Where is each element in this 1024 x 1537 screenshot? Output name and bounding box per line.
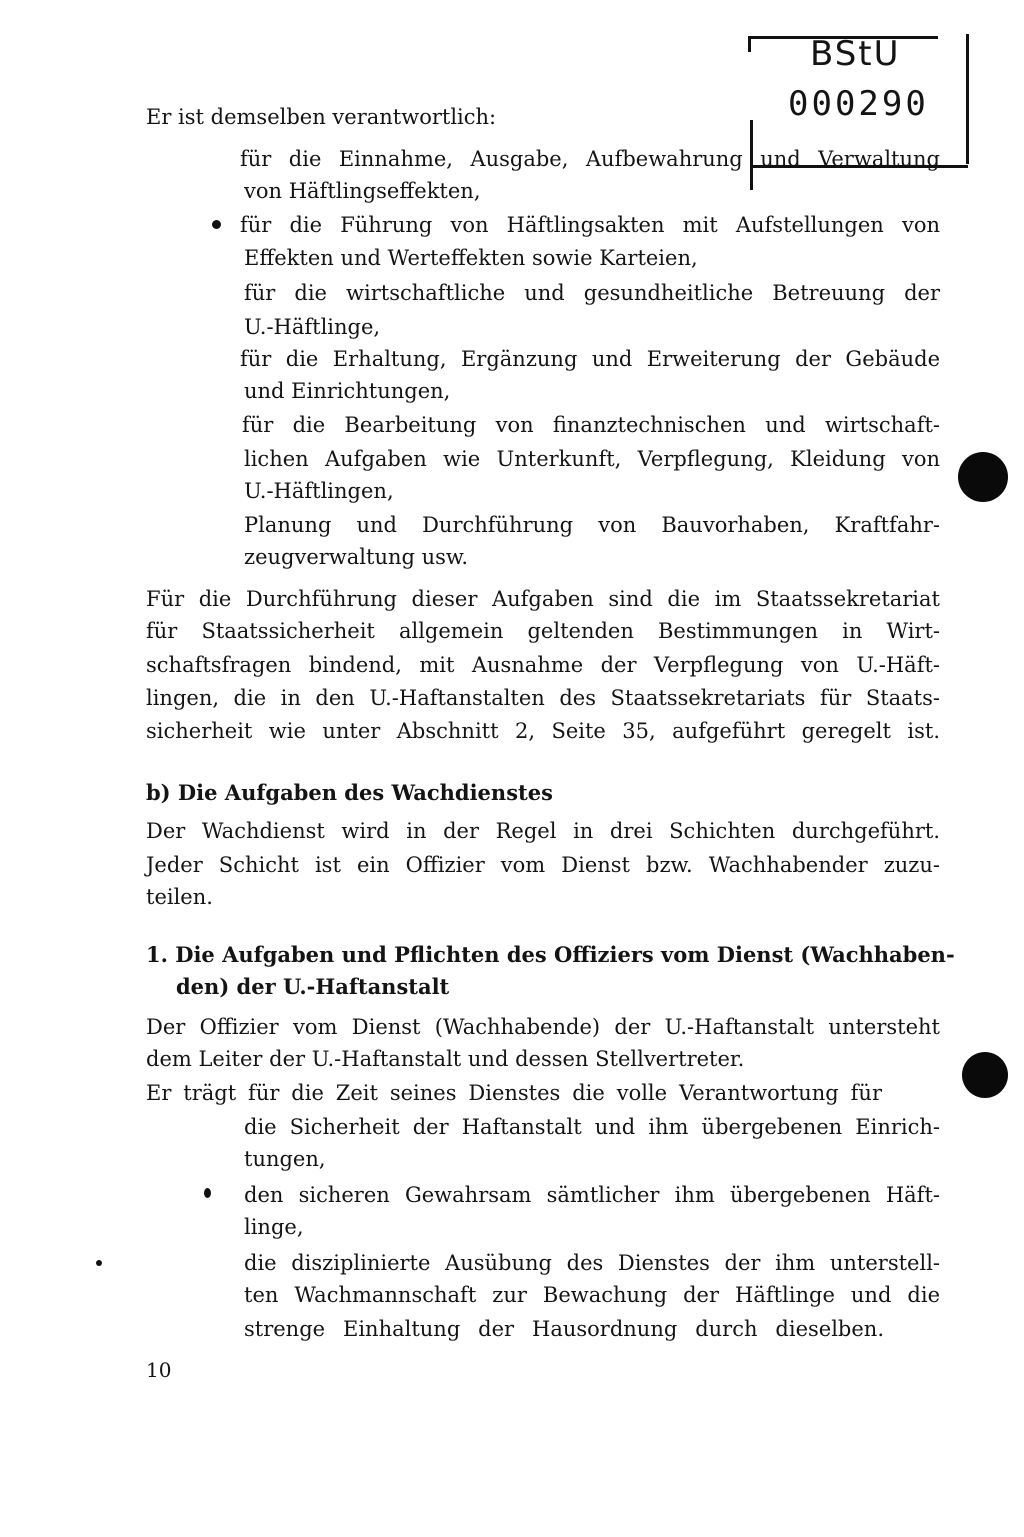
text-line: ten Wachmannschaft zur Bewachung der Häftlinge und die <box>244 1283 940 1307</box>
text-line: für Staatssicherheit allgemein geltenden Bestimmungen in Wirt- <box>146 619 940 643</box>
punch-hole-mark <box>962 1052 1008 1098</box>
text-line: von Häftlingseffekten, <box>244 179 481 203</box>
text-line: lingen, die in den U.-Haftanstalten des Staatssekretariats für Staats- <box>146 686 940 710</box>
text-line: U.-Häftlingen, <box>244 479 394 503</box>
text-line: für die Einnahme, Ausgabe, Aufbewahrung und Verwaltung <box>240 147 940 171</box>
subsection-heading-ovd: 1. Die Aufgaben und Pflichten des Offiziers vom Dienst (Wachhaben- <box>146 942 955 967</box>
text-line: strenge Einhaltung der Hausordnung durch dieselben. <box>244 1317 884 1341</box>
bullet-mark <box>204 1188 211 1198</box>
text-line: sicherheit wie unter Abschnitt 2, Seite 35, aufgeführt geregelt ist. <box>146 719 940 743</box>
section-heading-wachdienst: b) Die Aufgaben des Wachdienstes <box>146 780 553 805</box>
stamp-title: BStU <box>810 34 901 74</box>
text-line: zeugverwaltung usw. <box>244 545 469 569</box>
text-line: Er ist demselben verantwortlich: <box>146 105 497 129</box>
text-line: U.-Häftlinge, <box>244 315 381 339</box>
subsection-heading-ovd-cont: den) der U.-Haftanstalt <box>176 974 450 999</box>
text-line: schaftsfragen bindend, mit Ausnahme der Verpflegung von U.-Häft- <box>146 653 940 677</box>
text-line: dem Leiter der U.-Haftanstalt und dessen Stellvertreter. <box>146 1047 745 1071</box>
text-line: Planung und Durchführung von Bauvorhaben, Kraftfahr- <box>244 513 940 537</box>
text-line: Der Offizier vom Dienst (Wachhabende) der U.-Haftanstalt untersteht <box>146 1015 940 1039</box>
text-line: lichen Aufgaben wie Unterkunft, Verpflegung, Kleidung von <box>244 447 940 471</box>
page-number: 10 <box>146 1358 172 1382</box>
text-line: die Sicherheit der Haftanstalt und ihm übergebenen Einrich- <box>244 1115 940 1139</box>
text-line: Für die Durchführung dieser Aufgaben sind die im Staatssekretariat <box>146 587 940 611</box>
text-line: Er trägt für die Zeit seines Dienstes die volle Verantwortung für <box>146 1081 882 1105</box>
text-line: teilen. <box>146 885 213 909</box>
text-line: die disziplinierte Ausübung des Dienstes der ihm unterstell- <box>244 1251 940 1275</box>
text-line: für die Bearbeitung von finanztechnischen und wirtschaft- <box>242 413 940 437</box>
text-line: Jeder Schicht ist ein Offizier vom Dienst bzw. Wachhabender zuzu- <box>146 853 940 877</box>
text-line: tungen, <box>244 1147 326 1171</box>
punch-hole-mark <box>958 452 1008 502</box>
bullet-mark <box>96 1260 102 1266</box>
text-line: linge, <box>244 1215 304 1239</box>
text-line: für die wirtschaftliche und gesundheitliche Betreuung der <box>244 281 940 305</box>
text-line: und Einrichtungen, <box>244 379 451 403</box>
stamp-number: 000290 <box>788 84 929 124</box>
bullet-mark <box>212 220 221 229</box>
text-line: den sicheren Gewahrsam sämtlicher ihm übergebenen Häft- <box>244 1183 940 1207</box>
text-line: Der Wachdienst wird in der Regel in drei Schichten durchgeführt. <box>146 819 940 843</box>
text-line: Effekten und Werteffekten sowie Karteien, <box>244 246 698 270</box>
text-line: für die Führung von Häftlingsakten mit Aufstellungen von <box>240 213 940 237</box>
text-line: für die Erhaltung, Ergänzung und Erweiterung der Gebäude <box>240 347 940 371</box>
